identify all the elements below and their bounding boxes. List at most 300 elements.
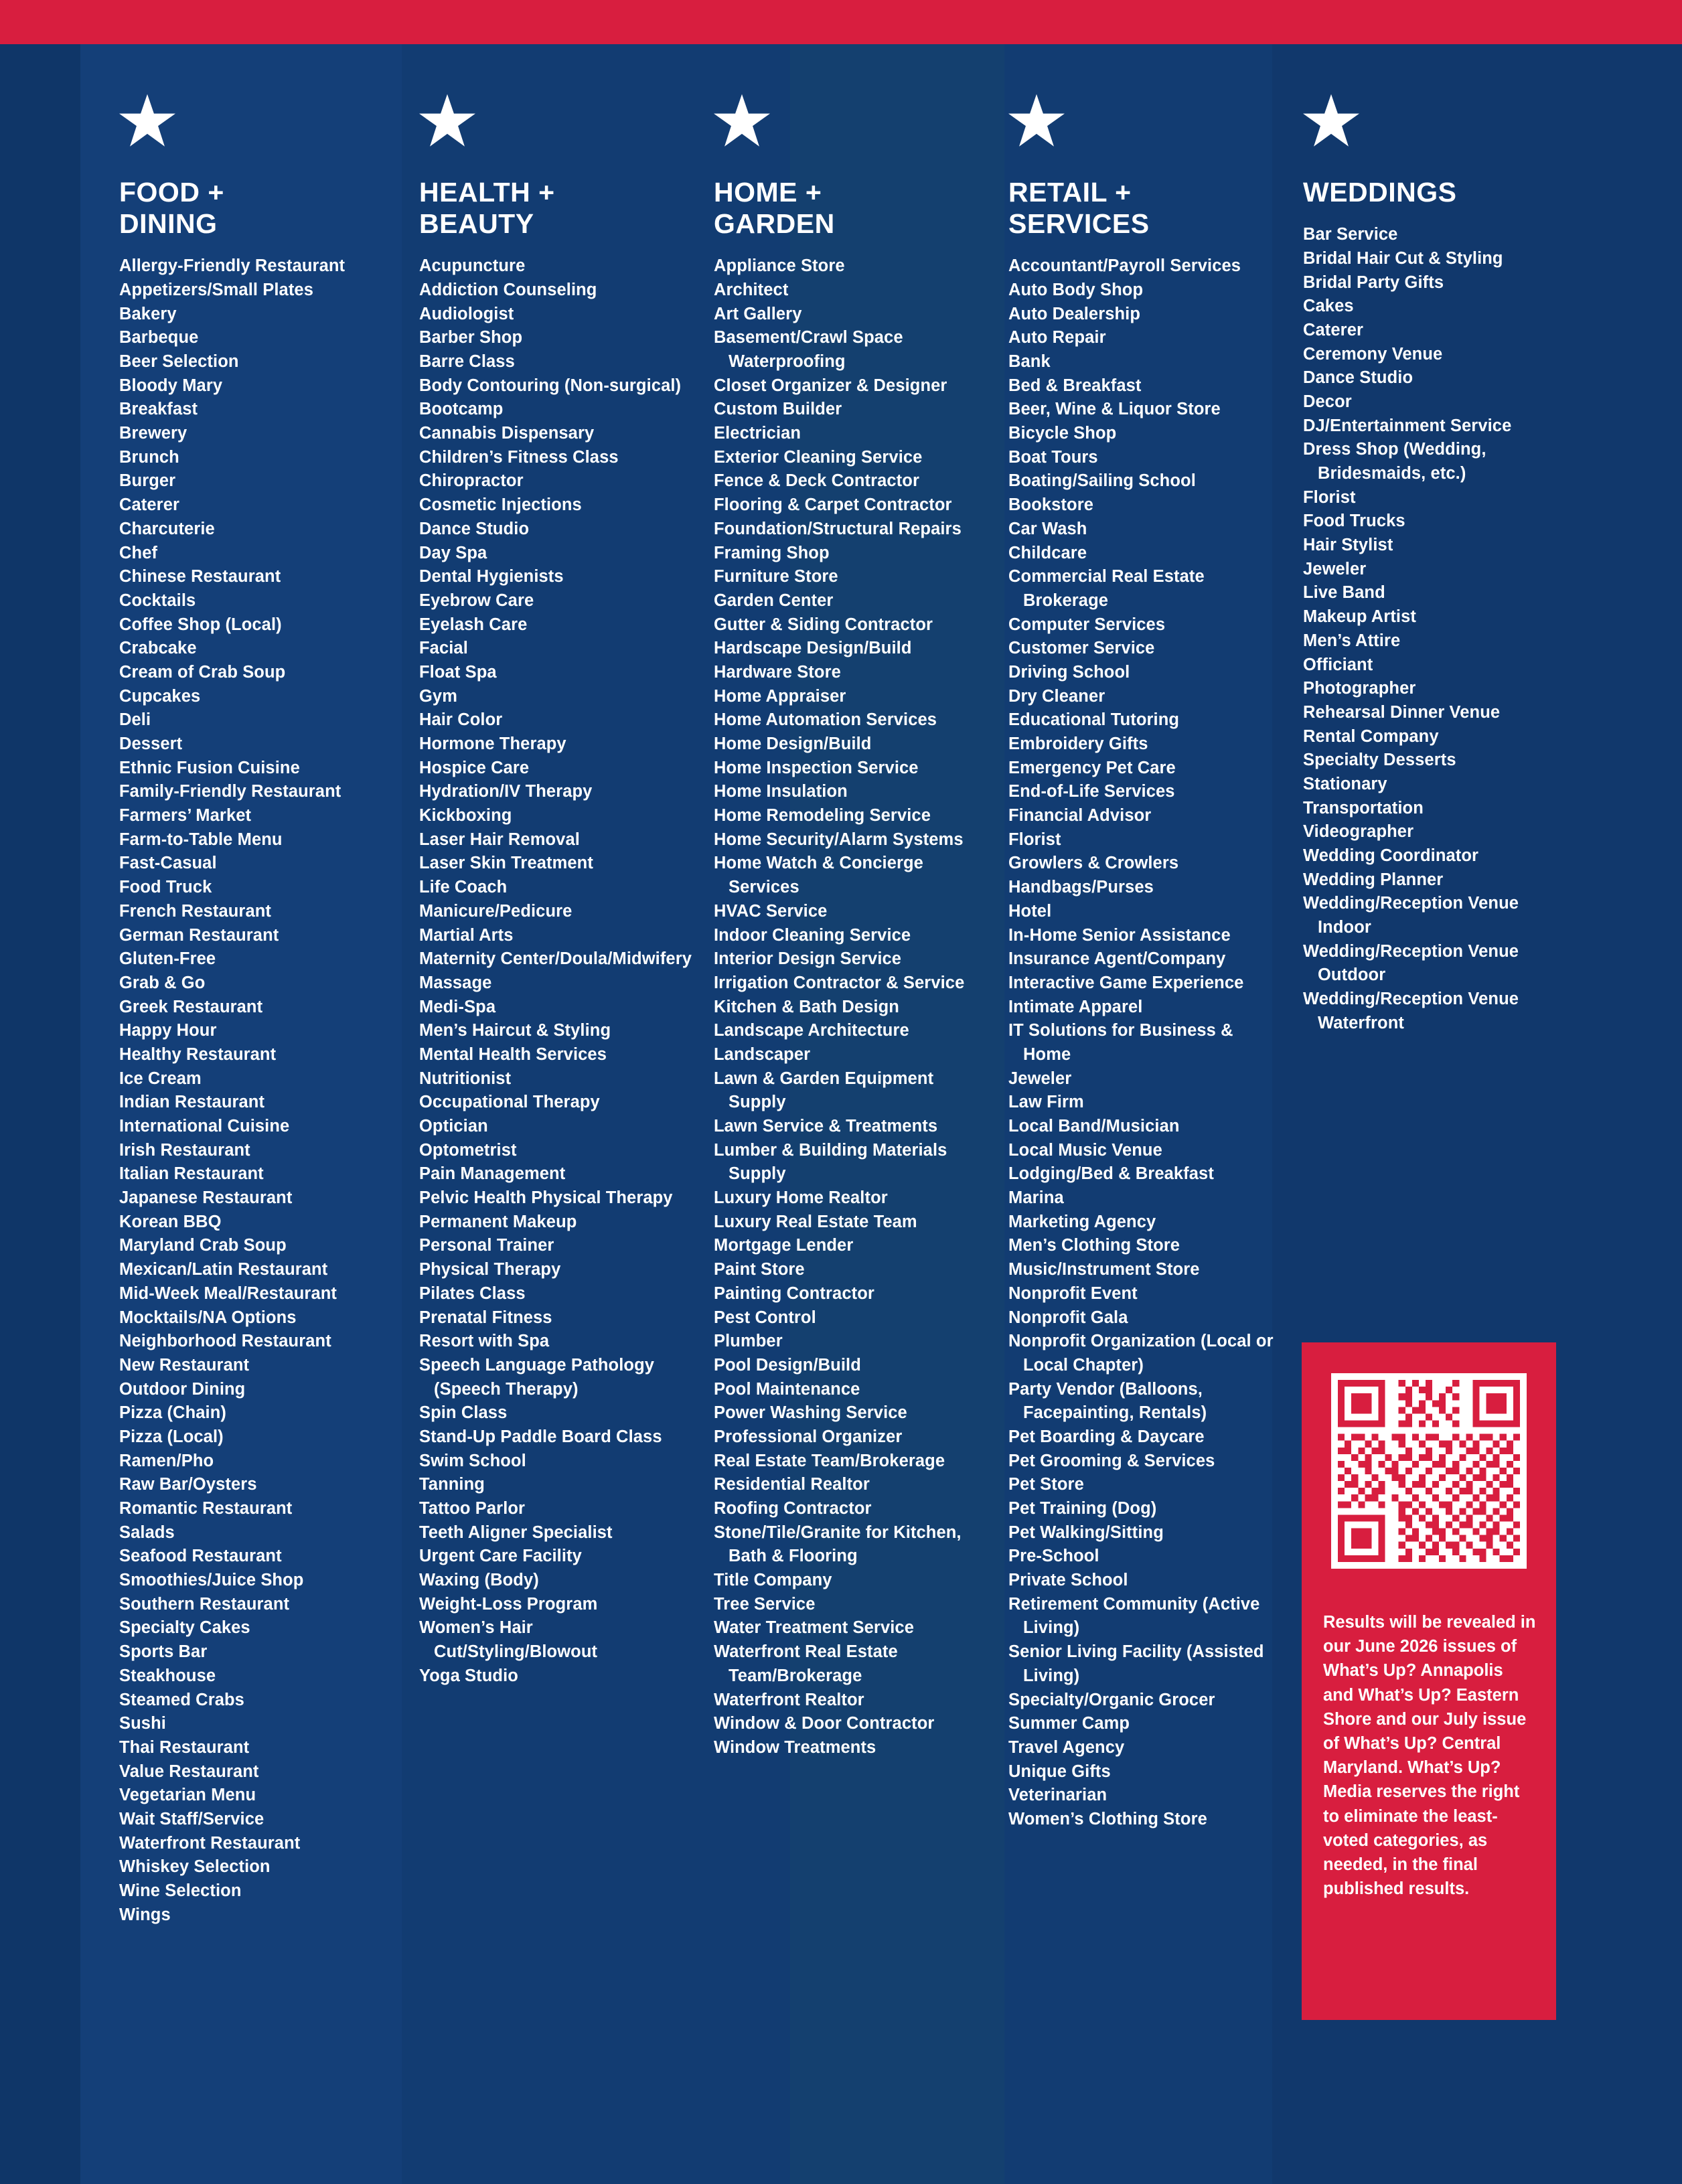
category-item[interactable]: Hardscape Design/Build <box>714 639 912 658</box>
category-item[interactable]: Cocktails <box>119 591 196 610</box>
category-item[interactable]: Embroidery Gifts <box>1008 734 1148 754</box>
category-item[interactable]: Art Gallery <box>714 304 802 323</box>
category-item[interactable]: Local Music Venue <box>1008 1140 1162 1160</box>
category-item[interactable]: Hardware Store <box>714 662 841 682</box>
category-item[interactable]: Pool Maintenance <box>714 1379 860 1399</box>
category-item[interactable]: Bridal Hair Cut & Styling <box>1303 248 1503 268</box>
category-item[interactable]: Home Security/Alarm Systems <box>714 830 964 849</box>
category-item[interactable]: Home Inspection Service <box>714 758 919 777</box>
category-item[interactable]: Computer Services <box>1008 615 1166 634</box>
qr-code-icon[interactable] <box>1331 1373 1527 1569</box>
category-item[interactable]: Healthy Restaurant <box>119 1044 277 1064</box>
category-item[interactable]: Wait Staff/Service <box>119 1809 264 1828</box>
category-item[interactable]: Eyebrow Care <box>419 591 534 610</box>
category-list-home-garden <box>714 254 990 1760</box>
category-item[interactable]: Barber Shop <box>419 328 523 347</box>
category-item[interactable]: Neighborhood Restaurant <box>119 1332 331 1351</box>
category-item[interactable]: Wings <box>119 1905 171 1924</box>
category-item[interactable]: Bank <box>1008 352 1051 372</box>
category-item[interactable]: Pre-School <box>1008 1547 1099 1566</box>
category-item[interactable]: Maryland Crab Soup <box>119 1236 287 1255</box>
star-icon <box>1303 94 1359 149</box>
category-item[interactable]: Live Band <box>1303 583 1385 603</box>
category-item[interactable]: Hydration/IV Therapy <box>419 782 593 801</box>
category-item[interactable]: Marina <box>1008 1188 1064 1208</box>
category-item[interactable]: Cosmetic Injections <box>419 495 582 515</box>
category-item[interactable]: Accountant/Payroll Services <box>1008 256 1241 276</box>
category-item[interactable]: Commercial Real Estate Brokerage <box>1008 567 1205 610</box>
category-item[interactable]: Plumber <box>714 1332 783 1351</box>
category-item[interactable]: Decor <box>1303 392 1352 411</box>
category-item[interactable]: Steamed Crabs <box>119 1690 244 1709</box>
category-item[interactable]: Florist <box>1008 830 1061 849</box>
category-item[interactable]: Financial Advisor <box>1008 806 1152 826</box>
category-item[interactable]: Home Watch & Concierge Services <box>714 854 923 897</box>
category-item[interactable]: Window Treatments <box>714 1737 876 1757</box>
category-item[interactable]: Videographer <box>1303 822 1414 842</box>
category-item[interactable]: Nonprofit Gala <box>1008 1308 1128 1327</box>
category-item[interactable]: Appliance Store <box>714 256 845 276</box>
category-item[interactable]: Waterfront Realtor <box>714 1690 864 1709</box>
category-item[interactable]: Architect <box>714 280 789 299</box>
category-item[interactable]: Mid-Week Meal/Restaurant <box>119 1283 337 1303</box>
category-item[interactable]: Luxury Home Realtor <box>714 1188 888 1208</box>
category-item[interactable]: Pet Grooming & Services <box>1008 1451 1215 1470</box>
category-item[interactable]: Custom Builder <box>714 400 842 419</box>
category-item[interactable]: End-of-Life Services <box>1008 782 1175 801</box>
category-item[interactable]: Burger <box>119 471 176 491</box>
category-item[interactable]: Speech Language Pathology (Speech Therapy) <box>419 1355 655 1399</box>
category-item[interactable]: Ramen/Pho <box>119 1451 214 1470</box>
category-item[interactable]: Lawn Service & Treatments <box>714 1117 938 1136</box>
category-item[interactable]: Cannabis Dispensary <box>419 424 595 443</box>
category-item[interactable]: Car Wash <box>1008 519 1087 538</box>
category-item[interactable]: Bridal Party Gifts <box>1303 272 1444 292</box>
category-item[interactable]: Wedding/Reception Venue Indoor <box>1303 894 1519 937</box>
category-item[interactable]: Irrigation Contractor & Service <box>714 973 965 992</box>
category-item[interactable]: Spin Class <box>419 1403 508 1423</box>
category-item[interactable]: Beer Selection <box>119 352 239 372</box>
column-title <box>419 177 695 240</box>
category-item[interactable]: Hair Color <box>419 710 503 730</box>
category-item[interactable]: Home Remodeling Service <box>714 806 931 826</box>
category-column-food-dining <box>119 94 419 1927</box>
category-item[interactable]: Bloody Mary <box>119 376 223 395</box>
category-item[interactable]: Kickboxing <box>419 806 512 826</box>
category-item[interactable]: Summer Camp <box>1008 1714 1130 1733</box>
category-column-health-beauty <box>419 94 714 1927</box>
category-item[interactable]: Coffee Shop (Local) <box>119 615 282 634</box>
category-item[interactable]: Acupuncture <box>419 256 526 276</box>
category-item[interactable]: Pelvic Health Physical Therapy <box>419 1188 673 1208</box>
category-item[interactable]: Cream of Crab Soup <box>119 662 286 682</box>
category-item[interactable]: Veterinarian <box>1008 1786 1107 1805</box>
category-item[interactable]: Intimate Apparel <box>1008 997 1143 1016</box>
category-item[interactable]: Painting Contractor <box>714 1283 874 1303</box>
category-item[interactable]: Ethnic Fusion Cuisine <box>119 758 300 777</box>
category-item[interactable]: Law Firm <box>1008 1093 1084 1112</box>
category-item[interactable]: Water Treatment Service <box>714 1618 914 1638</box>
category-item[interactable]: Marketing Agency <box>1008 1212 1156 1231</box>
category-item[interactable]: Bicycle Shop <box>1008 424 1117 443</box>
category-item[interactable]: Romantic Restaurant <box>119 1499 293 1518</box>
category-item[interactable]: Crabcake <box>119 639 197 658</box>
category-item[interactable]: Power Washing Service <box>714 1403 907 1423</box>
category-item[interactable]: Photographer <box>1303 679 1416 698</box>
category-item[interactable]: Deli <box>119 710 151 730</box>
category-item[interactable]: Irish Restaurant <box>119 1140 250 1160</box>
category-item[interactable]: Framing Shop <box>714 543 830 562</box>
category-item[interactable]: Educational Tutoring <box>1008 710 1180 730</box>
category-item[interactable]: Prenatal Fitness <box>419 1308 552 1327</box>
column-title <box>119 177 400 240</box>
category-item[interactable]: Furniture Store <box>714 567 838 587</box>
category-item[interactable]: Audiologist <box>419 304 514 323</box>
column-title-line2: BEAUTY <box>419 208 534 240</box>
category-item[interactable]: DJ/Entertainment Service <box>1303 416 1512 435</box>
category-item[interactable]: Growlers & Crowlers <box>1008 854 1179 873</box>
category-item[interactable]: Retirement Community (Active Living) <box>1008 1594 1260 1638</box>
category-item[interactable]: Pest Control <box>714 1308 816 1327</box>
category-item[interactable]: Nonprofit Organization (Local or Local Chapter) <box>1008 1332 1274 1375</box>
category-item[interactable]: Hair Stylist <box>1303 536 1393 555</box>
category-item[interactable]: Laser Hair Removal <box>419 830 580 849</box>
category-item[interactable]: Wedding Coordinator <box>1303 846 1479 866</box>
category-item[interactable]: Pool Design/Build <box>714 1355 861 1375</box>
category-item[interactable]: Swim School <box>419 1451 526 1470</box>
category-item[interactable]: Food Truck <box>119 878 212 897</box>
category-item[interactable]: Dance Studio <box>419 519 530 538</box>
category-item[interactable]: Food Trucks <box>1303 512 1405 531</box>
category-item[interactable]: Wedding Planner <box>1303 870 1444 889</box>
category-item[interactable]: Real Estate Team/Brokerage <box>714 1451 945 1470</box>
category-item[interactable]: Landscape Architecture <box>714 1021 909 1040</box>
category-item[interactable]: Weight-Loss Program <box>419 1594 598 1614</box>
column-title-line1: FOOD + <box>119 177 224 208</box>
category-item[interactable]: Happy Hour <box>119 1021 217 1040</box>
category-item[interactable]: Chef <box>119 543 158 562</box>
category-item[interactable]: Home Insulation <box>714 782 848 801</box>
category-item[interactable]: Fence & Deck Contractor <box>714 471 919 491</box>
category-item[interactable]: Life Coach <box>419 878 508 897</box>
category-item[interactable]: Window & Door Contractor <box>714 1714 935 1733</box>
category-item[interactable]: Waxing (Body) <box>419 1571 539 1590</box>
category-item[interactable]: Optometrist <box>419 1140 517 1160</box>
category-item[interactable]: Smoothies/Juice Shop <box>119 1571 304 1590</box>
results-note: Results will be revealed in our June 2026 issues of What’s Up? Annapolis and What’s Up? Eastern Shore and our July issue of What’s Up? Central Maryland. What’s Up? Media reserves the right to eliminate the least-voted categories, as needed, in the final published results. <box>1323 1613 1536 1899</box>
category-item[interactable]: Thai Restaurant <box>119 1737 250 1757</box>
category-item[interactable]: Nutritionist <box>419 1069 512 1088</box>
category-item[interactable]: Women’s Hair Cut/Styling/Blowout <box>419 1618 598 1662</box>
category-item[interactable]: Lodging/Bed & Breakfast <box>1008 1164 1214 1184</box>
column-title <box>1303 177 1552 208</box>
category-item[interactable]: Sports Bar <box>119 1642 208 1662</box>
category-item[interactable]: Florist <box>1303 487 1356 507</box>
category-item[interactable]: Wedding/Reception Venue Outdoor <box>1303 941 1519 985</box>
category-item[interactable]: Laser Skin Treatment <box>419 854 593 873</box>
category-item[interactable]: Permanent Makeup <box>419 1212 577 1231</box>
category-item[interactable]: Cupcakes <box>119 686 201 706</box>
category-item[interactable]: Paint Store <box>714 1260 805 1279</box>
category-item[interactable]: Barbeque <box>119 328 199 347</box>
category-item[interactable]: Italian Restaurant <box>119 1164 264 1184</box>
category-item[interactable]: Luxury Real Estate Team <box>714 1212 917 1231</box>
category-item[interactable]: Occupational Therapy <box>419 1093 600 1112</box>
category-item[interactable]: Flooring & Carpet Contractor <box>714 495 952 515</box>
category-item[interactable]: Korean BBQ <box>119 1212 222 1231</box>
category-item[interactable]: Family-Friendly Restaurant <box>119 782 341 801</box>
category-item[interactable]: Senior Living Facility (Assisted Living) <box>1008 1642 1264 1685</box>
category-item[interactable]: Auto Body Shop <box>1008 280 1144 299</box>
category-item[interactable]: Dry Cleaner <box>1008 686 1105 706</box>
category-item[interactable]: Specialty Desserts <box>1303 751 1456 770</box>
category-list-retail-services <box>1008 254 1284 1831</box>
category-item[interactable]: Dance Studio <box>1303 368 1413 388</box>
category-list-food-dining <box>119 254 400 1927</box>
column-title-line1: WEDDINGS <box>1303 177 1457 208</box>
category-item[interactable]: Japanese Restaurant <box>119 1188 293 1208</box>
category-item[interactable]: Pain Management <box>419 1164 566 1184</box>
category-item[interactable]: Bar Service <box>1303 225 1398 244</box>
category-item[interactable]: Body Contouring (Non-surgical) <box>419 376 682 395</box>
category-item[interactable]: Insurance Agent/Company <box>1008 949 1226 969</box>
category-item[interactable]: Dessert <box>119 734 183 754</box>
category-item[interactable]: Yoga Studio <box>419 1666 518 1685</box>
category-item[interactable]: Sushi <box>119 1714 166 1733</box>
category-item[interactable]: Local Band/Musician <box>1008 1117 1180 1136</box>
category-item[interactable]: Stand-Up Paddle Board Class <box>419 1427 662 1446</box>
category-item[interactable]: Home Design/Build <box>714 734 872 754</box>
category-item[interactable]: Massage <box>419 973 492 992</box>
category-item[interactable]: Bakery <box>119 304 177 323</box>
category-item[interactable]: Farm-to-Table Menu <box>119 830 283 849</box>
category-item[interactable]: Gym <box>419 686 457 706</box>
category-item[interactable]: Jeweler <box>1303 559 1367 578</box>
category-item[interactable]: Stationary <box>1303 774 1387 793</box>
category-item[interactable]: Brunch <box>119 447 179 467</box>
category-item[interactable]: Men’s Clothing Store <box>1008 1236 1180 1255</box>
category-item[interactable]: Pet Training (Dog) <box>1008 1499 1157 1518</box>
category-item[interactable]: Breakfast <box>119 400 198 419</box>
category-item[interactable]: Officiant <box>1303 655 1373 674</box>
category-item[interactable]: Roofing Contractor <box>714 1499 872 1518</box>
category-item[interactable]: Closet Organizer & Designer <box>714 376 947 395</box>
category-item[interactable]: Residential Realtor <box>714 1475 870 1494</box>
category-item[interactable]: Mocktails/NA Options <box>119 1308 297 1327</box>
category-item[interactable]: Kitchen & Bath Design <box>714 997 899 1016</box>
category-item[interactable]: Eyelash Care <box>419 615 528 634</box>
category-item[interactable]: Mexican/Latin Restaurant <box>119 1260 328 1279</box>
category-item[interactable]: Title Company <box>714 1571 832 1590</box>
category-item[interactable]: Dental Hygienists <box>419 567 564 587</box>
category-item[interactable]: Outdoor Dining <box>119 1379 246 1399</box>
column-title-line1: RETAIL + <box>1008 177 1132 208</box>
category-item[interactable]: Childcare <box>1008 543 1087 562</box>
category-item[interactable]: Barre Class <box>419 352 515 372</box>
category-item[interactable]: Caterer <box>1303 320 1363 339</box>
category-item[interactable]: Hotel <box>1008 901 1052 921</box>
category-item[interactable]: Pilates Class <box>419 1283 526 1303</box>
category-item[interactable]: Makeup Artist <box>1303 607 1416 627</box>
category-item[interactable]: Addiction Counseling <box>419 280 597 299</box>
category-item[interactable]: Raw Bar/Oysters <box>119 1475 257 1494</box>
category-item[interactable]: Caterer <box>119 495 179 515</box>
category-item[interactable]: Gluten-Free <box>119 949 216 969</box>
category-item[interactable]: Ice Cream <box>119 1069 202 1088</box>
category-item[interactable]: Basement/Crawl Space Waterproofing <box>714 328 903 372</box>
category-item[interactable]: Charcuterie <box>119 519 215 538</box>
category-item[interactable]: Bookstore <box>1008 495 1094 515</box>
category-item[interactable]: Lawn & Garden Equipment Supply <box>714 1069 934 1112</box>
category-item[interactable]: Southern Restaurant <box>119 1594 290 1614</box>
category-item[interactable]: Seafood Restaurant <box>119 1547 282 1566</box>
category-item[interactable]: Interactive Game Experience <box>1008 973 1244 992</box>
category-item[interactable]: Children’s Fitness Class <box>419 447 619 467</box>
category-item[interactable]: Tanning <box>419 1475 485 1494</box>
category-item[interactable]: Waterfront Real Estate Team/Brokerage <box>714 1642 898 1685</box>
category-item[interactable]: Greek Restaurant <box>119 997 263 1016</box>
category-item[interactable]: Optician <box>419 1117 488 1136</box>
category-item[interactable]: Teeth Aligner Specialist <box>419 1523 613 1542</box>
category-item[interactable]: Dress Shop (Wedding, Bridesmaids, etc.) <box>1303 440 1486 483</box>
column-title-line2: GARDEN <box>714 208 835 240</box>
category-item[interactable]: Auto Repair <box>1008 328 1106 347</box>
category-item[interactable]: Chinese Restaurant <box>119 567 281 587</box>
category-item[interactable]: Martial Arts <box>419 925 514 945</box>
category-item[interactable]: Grab & Go <box>119 973 206 992</box>
category-item[interactable]: In-Home Senior Assistance <box>1008 925 1231 945</box>
category-item[interactable]: Mortgage Lender <box>714 1236 854 1255</box>
category-item[interactable]: Garden Center <box>714 591 834 610</box>
category-item[interactable]: International Cuisine <box>119 1117 290 1136</box>
category-item[interactable]: Lumber & Building Materials Supply <box>714 1140 947 1184</box>
category-item[interactable]: French Restaurant <box>119 901 272 921</box>
category-item[interactable]: Wine Selection <box>119 1881 242 1901</box>
category-item[interactable]: Nonprofit Event <box>1008 1283 1138 1303</box>
category-item[interactable]: Physical Therapy <box>419 1260 561 1279</box>
category-item[interactable]: Float Spa <box>419 662 497 682</box>
category-item[interactable]: Bed & Breakfast <box>1008 376 1142 395</box>
category-item[interactable]: Fast-Casual <box>119 854 217 873</box>
category-item[interactable]: Rental Company <box>1303 726 1439 746</box>
category-item[interactable]: Travel Agency <box>1008 1737 1125 1757</box>
category-item[interactable]: Unique Gifts <box>1008 1762 1111 1781</box>
category-item[interactable]: Gutter & Siding Contractor <box>714 615 933 634</box>
category-item[interactable]: Boat Tours <box>1008 447 1098 467</box>
category-item[interactable]: Hospice Care <box>419 758 530 777</box>
category-item[interactable]: Home Appraiser <box>714 686 846 706</box>
category-item[interactable]: Vegetarian Menu <box>119 1786 256 1805</box>
category-item[interactable]: Indoor Cleaning Service <box>714 925 911 945</box>
category-item[interactable]: Auto Dealership <box>1008 304 1141 323</box>
category-item[interactable]: Pet Store <box>1008 1475 1084 1494</box>
category-item[interactable]: Chiropractor <box>419 471 524 491</box>
column-title <box>714 177 990 240</box>
category-item[interactable]: Urgent Care Facility <box>419 1547 582 1566</box>
category-item[interactable]: Cakes <box>1303 297 1354 316</box>
category-item[interactable]: Men’s Attire <box>1303 631 1401 650</box>
category-item[interactable]: Boating/Sailing School <box>1008 471 1196 491</box>
category-item[interactable]: Stone/Tile/Granite for Kitchen, Bath & Flooring <box>714 1523 962 1566</box>
category-item[interactable]: HVAC Service <box>714 901 828 921</box>
category-item[interactable]: Maternity Center/Doula/Midwifery <box>419 949 692 969</box>
category-item[interactable]: Pet Walking/Sitting <box>1008 1523 1164 1542</box>
category-item[interactable]: Bootcamp <box>419 400 504 419</box>
category-item[interactable]: Women’s Clothing Store <box>1008 1809 1207 1828</box>
category-item[interactable]: Mental Health Services <box>419 1044 607 1064</box>
category-item[interactable]: Steakhouse <box>119 1666 216 1685</box>
star-icon <box>119 94 175 149</box>
category-item[interactable]: Customer Service <box>1008 639 1155 658</box>
category-item[interactable]: Wedding/Reception Venue Waterfront <box>1303 990 1519 1032</box>
category-item[interactable]: Ceremony Venue <box>1303 344 1443 364</box>
category-item[interactable]: Farmers’ Market <box>119 806 252 826</box>
category-item[interactable]: Waterfront Restaurant <box>119 1833 301 1853</box>
category-item[interactable]: Party Vendor (Balloons, Facepainting, Rentals) <box>1008 1379 1207 1423</box>
category-item[interactable]: Handbags/Purses <box>1008 878 1154 897</box>
category-item[interactable]: Beer, Wine & Liquor Store <box>1008 400 1221 419</box>
category-item[interactable]: Exterior Cleaning Service <box>714 447 923 467</box>
category-item[interactable]: Electrician <box>714 424 801 443</box>
category-item[interactable]: Foundation/Structural Repairs <box>714 519 962 538</box>
category-item[interactable]: Emergency Pet Care <box>1008 758 1176 777</box>
category-item[interactable]: Indian Restaurant <box>119 1093 265 1112</box>
category-item[interactable]: Personal Trainer <box>419 1236 554 1255</box>
category-item[interactable]: Pizza (Local) <box>119 1427 224 1446</box>
star-icon <box>1008 94 1065 149</box>
category-item[interactable]: Day Spa <box>419 543 487 562</box>
category-item[interactable]: Music/Instrument Store <box>1008 1260 1200 1279</box>
category-item[interactable]: Landscaper <box>714 1044 811 1064</box>
category-item[interactable]: Jeweler <box>1008 1069 1072 1088</box>
category-item[interactable]: IT Solutions for Business & Home <box>1008 1021 1233 1064</box>
category-item[interactable]: Salads <box>119 1523 175 1542</box>
column-title <box>1008 177 1284 240</box>
category-item[interactable]: Hormone Therapy <box>419 734 566 754</box>
category-item[interactable]: Pet Boarding & Daycare <box>1008 1427 1205 1446</box>
category-item[interactable]: Specialty Cakes <box>119 1618 250 1638</box>
category-item[interactable]: Brewery <box>119 424 187 443</box>
category-item[interactable]: Interior Design Service <box>714 949 902 969</box>
category-item[interactable]: Pizza (Chain) <box>119 1403 226 1423</box>
category-item[interactable]: Men’s Haircut & Styling <box>419 1021 611 1040</box>
category-item[interactable]: Value Restaurant <box>119 1762 259 1781</box>
category-item[interactable]: Rehearsal Dinner Venue <box>1303 702 1501 722</box>
category-item[interactable]: Tattoo Parlor <box>419 1499 526 1518</box>
category-list-health-beauty <box>419 254 695 1688</box>
category-item[interactable]: Driving School <box>1008 662 1130 682</box>
category-item[interactable]: Whiskey Selection <box>119 1857 271 1877</box>
category-item[interactable]: Private School <box>1008 1571 1128 1590</box>
category-item[interactable]: Resort with Spa <box>419 1332 550 1351</box>
qr-code-graphic <box>1331 1373 1527 1569</box>
category-item[interactable]: Tree Service <box>714 1594 816 1614</box>
category-item[interactable]: Transportation <box>1303 798 1424 817</box>
category-item[interactable]: Medi-Spa <box>419 997 496 1016</box>
column-title-line2: DINING <box>119 208 218 240</box>
category-item[interactable]: Appetizers/Small Plates <box>119 280 313 299</box>
category-column-retail-services <box>1008 94 1303 1927</box>
category-item[interactable]: Allergy-Friendly Restaurant <box>119 256 346 276</box>
category-item[interactable]: Professional Organizer <box>714 1427 903 1446</box>
category-item[interactable]: Home Automation Services <box>714 710 937 730</box>
star-icon <box>714 94 770 149</box>
category-item[interactable]: New Restaurant <box>119 1355 250 1375</box>
category-item[interactable]: Specialty/Organic Grocer <box>1008 1690 1215 1709</box>
category-item[interactable]: Facial <box>419 639 468 658</box>
category-item[interactable]: German Restaurant <box>119 925 279 945</box>
category-item[interactable]: Manicure/Pedicure <box>419 901 572 921</box>
